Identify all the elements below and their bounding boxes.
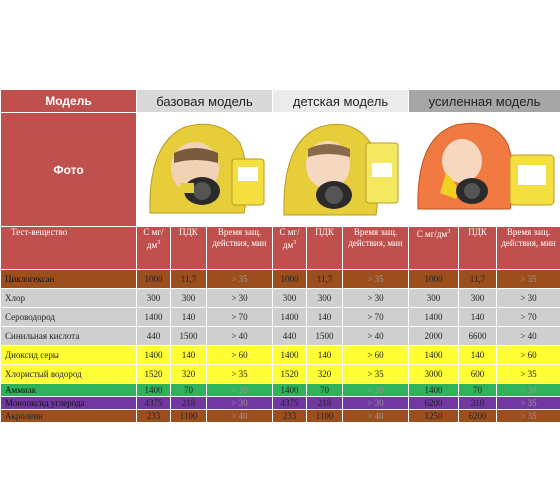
cell-value: 6200: [409, 397, 459, 410]
substance-name: Сероводород: [1, 308, 137, 327]
cell-value: > 60: [207, 346, 273, 365]
cell-value: 300: [307, 289, 343, 308]
cell-value: 140: [171, 346, 207, 365]
cell-value: > 35: [497, 365, 560, 384]
cell-value: 440: [273, 327, 307, 346]
photo-reinforced-hood: [409, 113, 560, 227]
substance-name: Хлористый водород: [1, 365, 137, 384]
cell-value: > 40: [207, 327, 273, 346]
col-time-reinforced: Время защ. действия, мин: [497, 227, 560, 270]
col-pdk-child: ПДК: [307, 227, 343, 270]
cell-value: 320: [171, 365, 207, 384]
cell-value: 1400: [273, 384, 307, 397]
cell-value: 4375: [137, 397, 171, 410]
cell-value: 300: [273, 289, 307, 308]
col-time-base: Время защ. действия, мин: [207, 227, 273, 270]
table-row: [1, 327, 560, 346]
cell-value: > 35: [207, 365, 273, 384]
cell-value: > 30: [207, 289, 273, 308]
cell-value: 218: [307, 397, 343, 410]
cell-value: 1520: [137, 365, 171, 384]
cell-value: 3000: [409, 365, 459, 384]
table-row: [1, 346, 560, 365]
cell-value: 11,7: [307, 270, 343, 289]
substance-name: Акролеин: [1, 410, 137, 423]
cell-value: > 30: [497, 289, 560, 308]
table-row: [1, 270, 560, 289]
photo-row: [1, 113, 560, 227]
respirator-spec-table: [0, 89, 560, 423]
substance-name: Циклогексан: [1, 270, 137, 289]
variant-reinforced: усиленная модель: [409, 90, 560, 113]
cell-value: 300: [137, 289, 171, 308]
table-row: [1, 384, 560, 397]
substance-name: Синильная кислота: [1, 327, 137, 346]
substance-name: Хлор: [1, 289, 137, 308]
cell-value: 140: [171, 308, 207, 327]
cell-value: 1000: [409, 270, 459, 289]
cell-value: 140: [459, 346, 497, 365]
cell-value: > 70: [207, 308, 273, 327]
substance-name: Монооксид углерода: [1, 397, 137, 410]
cell-value: 140: [307, 308, 343, 327]
cell-value: > 60: [497, 346, 560, 365]
cell-value: 11,7: [459, 270, 497, 289]
cell-value: 300: [171, 289, 207, 308]
cell-value: > 30: [497, 384, 560, 397]
col-pdk-base: ПДК: [171, 227, 207, 270]
cell-value: 1500: [171, 327, 207, 346]
cell-value: 1400: [273, 308, 307, 327]
cell-value: > 70: [343, 308, 409, 327]
cell-value: > 40: [343, 327, 409, 346]
table-row: [1, 289, 560, 308]
cell-value: 70: [307, 384, 343, 397]
cell-value: 6600: [459, 327, 497, 346]
cell-value: 233: [137, 410, 171, 423]
table-row: [1, 410, 560, 423]
cell-value: 440: [137, 327, 171, 346]
cell-value: 1400: [137, 346, 171, 365]
cell-value: 70: [459, 384, 497, 397]
model-header: Модель: [1, 90, 137, 113]
cell-value: 218: [171, 397, 207, 410]
cell-value: 1500: [307, 327, 343, 346]
photo-child-hood: [273, 113, 409, 227]
photo-base-hood: [137, 113, 273, 227]
spec-table-sheet: [0, 89, 560, 423]
cell-value: 300: [459, 289, 497, 308]
col-time-child: Время защ. действия, мин: [343, 227, 409, 270]
cell-value: 4375: [273, 397, 307, 410]
cell-value: > 35: [343, 270, 409, 289]
cell-value: 1400: [409, 308, 459, 327]
table-row: [1, 308, 560, 327]
cell-value: > 30: [207, 397, 273, 410]
col-substance: Тест-вещество: [1, 227, 137, 270]
cell-value: 1400: [137, 308, 171, 327]
cell-value: 600: [459, 365, 497, 384]
col-c-reinforced: C $мг/дм^3$: [409, 227, 459, 270]
cell-value: 1400: [137, 384, 171, 397]
col-pdk-reinforced: ПДК: [459, 227, 497, 270]
cell-value: > 40: [207, 410, 273, 423]
variant-child: детская модель: [273, 90, 409, 113]
cell-value: > 35: [343, 365, 409, 384]
cell-value: > 30: [207, 384, 273, 397]
cell-value: 6200: [459, 410, 497, 423]
cell-value: 2000: [409, 327, 459, 346]
cell-value: 140: [307, 346, 343, 365]
cell-value: > 35: [497, 410, 560, 423]
cell-value: > 35: [207, 270, 273, 289]
cell-value: > 30: [343, 384, 409, 397]
variant-header-row: [1, 90, 560, 113]
cell-value: 1400: [273, 346, 307, 365]
cell-value: > 40: [497, 327, 560, 346]
cell-value: 11,7: [171, 270, 207, 289]
column-header-row: [1, 227, 560, 270]
col-c-child: C $мг/дм^3$: [273, 227, 307, 270]
cell-value: > 35: [497, 270, 560, 289]
cell-value: 310: [459, 397, 497, 410]
cell-value: 1100: [307, 410, 343, 423]
cell-value: 140: [459, 308, 497, 327]
cell-value: 233: [273, 410, 307, 423]
col-c-base: C $мг/дм^3$: [137, 227, 171, 270]
cell-value: > 35: [497, 397, 560, 410]
cell-value: > 40: [343, 410, 409, 423]
cell-value: 1100: [171, 410, 207, 423]
cell-value: 70: [171, 384, 207, 397]
cell-value: 300: [409, 289, 459, 308]
cell-value: 1400: [409, 384, 459, 397]
variant-base: базовая модель: [137, 90, 273, 113]
cell-value: 1400: [409, 346, 459, 365]
cell-value: 1520: [273, 365, 307, 384]
cell-value: > 30: [343, 289, 409, 308]
cell-value: 320: [307, 365, 343, 384]
cell-value: 1000: [137, 270, 171, 289]
table-row: [1, 365, 560, 384]
cell-value: 1250: [409, 410, 459, 423]
cell-value: 1000: [273, 270, 307, 289]
substance-name: Аммиак: [1, 384, 137, 397]
cell-value: > 60: [343, 346, 409, 365]
photo-header: Фото: [1, 113, 137, 227]
cell-value: > 30: [343, 397, 409, 410]
substance-name: Диоксид серы: [1, 346, 137, 365]
cell-value: > 70: [497, 308, 560, 327]
table-row: [1, 397, 560, 410]
